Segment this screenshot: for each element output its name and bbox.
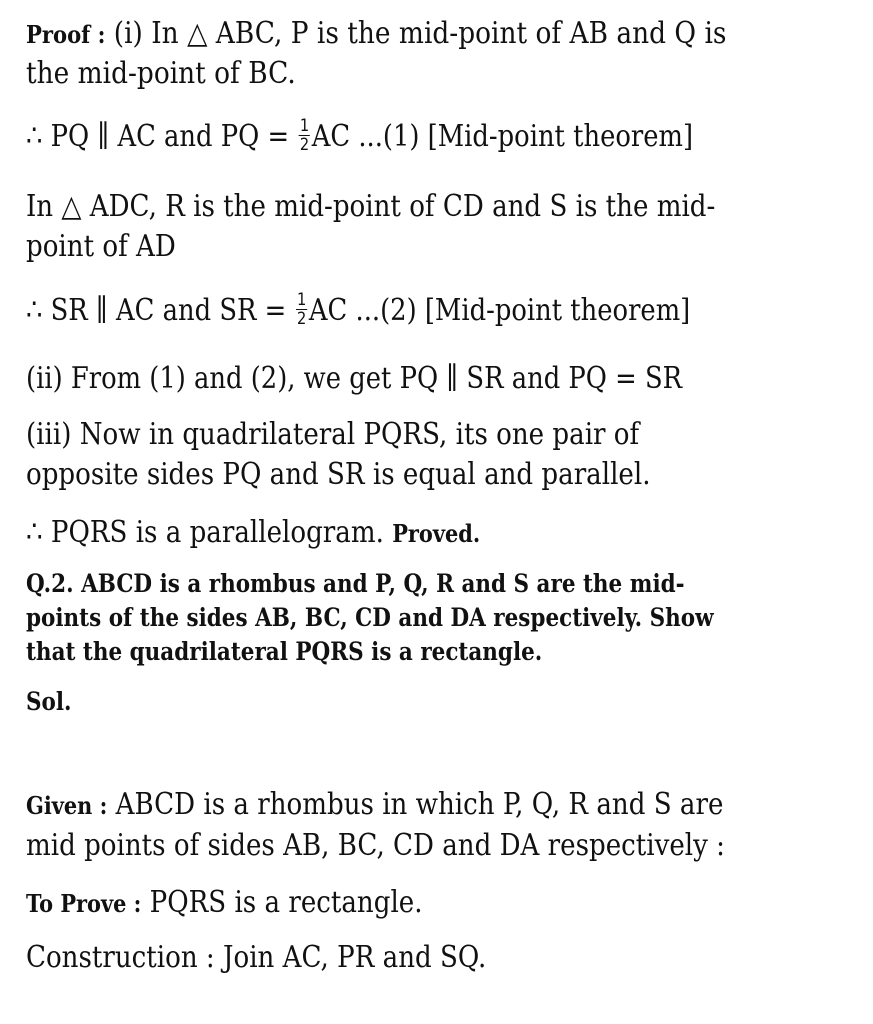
given-line-2: mid points of sides AB, BC, CD and DA respectively : bbox=[26, 828, 725, 863]
fraction-denominator: 2 bbox=[297, 308, 307, 329]
to-prove-label: To Prove : bbox=[26, 889, 142, 918]
fraction-numerator: 1 bbox=[299, 115, 310, 136]
given-label: Given : bbox=[26, 791, 108, 820]
given-line-1 bbox=[26, 786, 723, 825]
proof-line-5: (ii) From (1) and (2), we get PQ ∥ SR and PQ = SR bbox=[26, 361, 683, 396]
equation-2-right: AC ...(2) [Mid-point theorem] bbox=[308, 293, 691, 328]
question-line-3: that the quadrilateral PQRS is a rectangle. bbox=[26, 637, 543, 666]
solution-label: Sol. bbox=[26, 687, 72, 716]
conclusion-text: ∴ PQRS is a parallelogram. bbox=[26, 515, 393, 550]
proof-line-7: opposite sides PQ and SR is equal and parallel. bbox=[26, 457, 651, 492]
fraction-half-1 bbox=[299, 117, 310, 154]
proof-conclusion bbox=[26, 514, 480, 553]
question-line-1: Q.2. ABCD is a rhombus and P, Q, R and S are the mid- bbox=[26, 569, 685, 598]
proof-text-1: (i) In △ ABC, P is the mid-point of AB and Q is bbox=[105, 16, 727, 51]
proof-label: Proof : bbox=[26, 20, 106, 49]
proof-line-3: In △ ADC, R is the mid-point of CD and S is the mid- bbox=[26, 189, 716, 224]
equation-1-left: ∴ PQ ∥ AC and PQ = bbox=[26, 119, 290, 154]
fraction-numerator: 1 bbox=[297, 289, 307, 310]
equation-2 bbox=[26, 289, 691, 331]
construction-line: Construction : Join AC, PR and SQ. bbox=[26, 940, 487, 975]
question-line-2: points of the sides AB, BC, CD and DA respectively. Show bbox=[26, 603, 714, 632]
proof-line-1 bbox=[26, 15, 726, 54]
fraction-half-2 bbox=[296, 291, 307, 328]
proved-label: Proved. bbox=[392, 519, 481, 548]
equation-2-left: ∴ SR ∥ AC and SR = bbox=[26, 293, 287, 328]
proof-line-2: the mid-point of BC. bbox=[26, 56, 296, 91]
proof-line-4: point of AD bbox=[26, 229, 176, 264]
equation-1 bbox=[26, 115, 694, 157]
to-prove-text: PQRS is a rectangle. bbox=[141, 885, 423, 920]
equation-1-right: AC ...(1) [Mid-point theorem] bbox=[311, 119, 694, 154]
proof-line-6: (iii) Now in quadrilateral PQRS, its one pair of bbox=[26, 417, 640, 452]
to-prove-line bbox=[26, 884, 423, 923]
fraction-denominator: 2 bbox=[299, 134, 310, 155]
given-text: ABCD is a rhombus in which P, Q, R and S are bbox=[107, 787, 724, 822]
